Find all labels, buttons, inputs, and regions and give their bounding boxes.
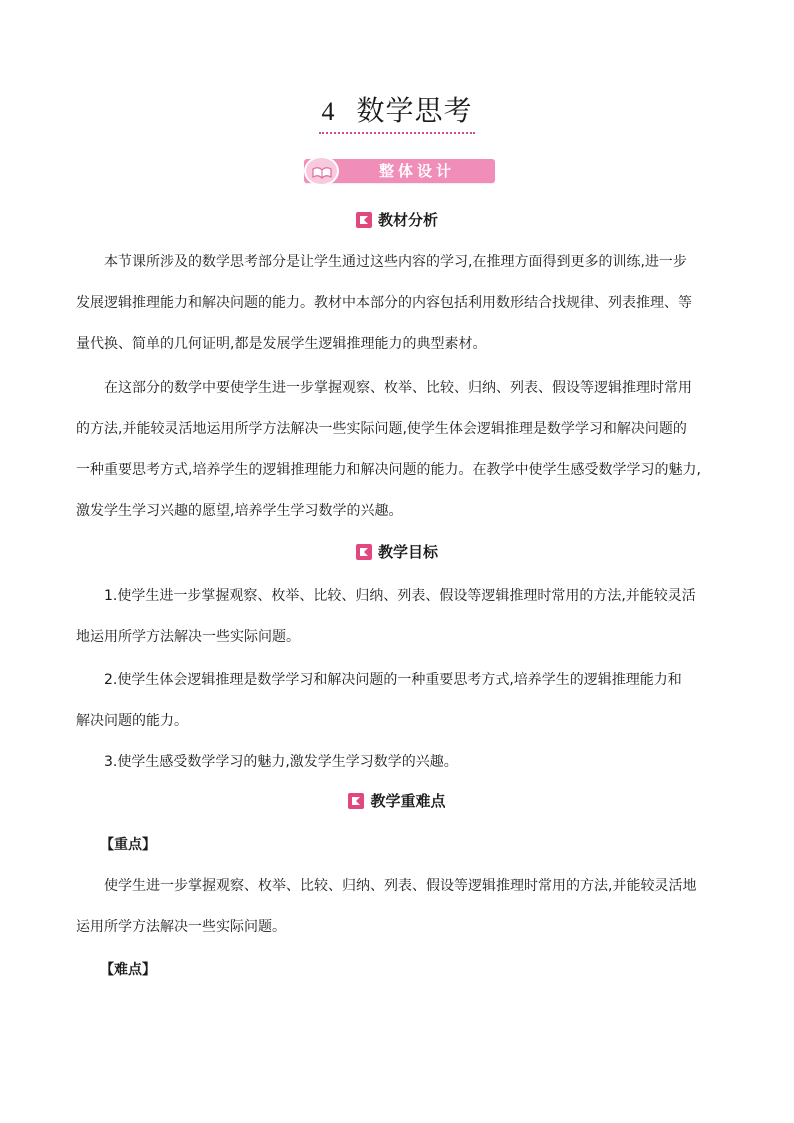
- lesson-number: 4: [321, 97, 335, 126]
- title-area: [0, 93, 794, 134]
- section-heading-goals: [0, 542, 794, 562]
- text-line: 激发学生学习兴趣的愿望,培养学生学习数学的兴趣。: [76, 503, 403, 519]
- text-line: 使学生进一步掌握观察、枚举、比较、归纳、列表、假设等逻辑推理时常用的方法,并能较灵活地: [104, 878, 697, 894]
- text-line: 3.使学生感受数学学习的魅力,激发学生学习数学的兴趣。: [104, 754, 458, 770]
- text-line: 在这部分的数学中要使学生进一步掌握观察、枚举、比较、归纳、列表、假设等逻辑推理时常用: [104, 380, 692, 396]
- section-heading-analysis: [0, 210, 794, 230]
- text-line: 解决问题的能力。: [76, 713, 188, 729]
- text-line: 运用所学方法解决一些实际问题。: [76, 919, 286, 935]
- difficult-point-label: 【难点】: [100, 962, 156, 978]
- text-line: 发展逻辑推理能力和解决问题的能力。教材中本部分的内容包括利用数形结合找规律、列表推理、等: [76, 295, 692, 311]
- section-title: 教材分析: [377, 211, 438, 229]
- text-line: 量代换、简单的几何证明,都是发展学生逻辑推理能力的典型素材。: [76, 336, 487, 352]
- book-icon: [304, 156, 339, 186]
- page-title: [319, 93, 474, 134]
- lesson-title: 数学思考: [356, 94, 473, 127]
- text-line: 一种重要思考方式,培养学生的逻辑推理能力和解决问题的能力。在教学中使学生感受数学学习的魅力,: [76, 462, 701, 478]
- banner-label: 整体设计: [378, 162, 455, 180]
- bookmark-icon: [356, 212, 372, 228]
- text-line: 的方法,并能较灵活地运用所学方法解决一些实际问题,使学生体会逻辑推理是数学学习和解决问题的: [76, 421, 687, 437]
- text-line: 1.使学生进一步掌握观察、枚举、比较、归纳、列表、假设等逻辑推理时常用的方法,并能较灵活: [104, 588, 696, 604]
- bookmark-icon: [348, 793, 364, 809]
- section-title: 教学目标: [377, 543, 438, 561]
- goal-item-1: [76, 576, 718, 658]
- key-point-text: [76, 866, 718, 948]
- text-line: 地运用所学方法解决一些实际问题。: [76, 629, 300, 645]
- goal-item-3: [76, 742, 718, 783]
- analysis-paragraph-1: [76, 242, 718, 365]
- text-line: 本节课所涉及的数学思考部分是让学生通过这些内容的学习,在推理方面得到更多的训练,进一步: [104, 254, 687, 270]
- section-heading-keypoints: [0, 791, 794, 811]
- section-title: 教学重难点: [370, 792, 446, 810]
- key-point-label: 【重点】: [100, 837, 156, 853]
- text-line: 2.使学生体会逻辑推理是数学学习和解决问题的一种重要思考方式,培养学生的逻辑推理能力和: [104, 672, 682, 688]
- goal-item-2: [76, 660, 718, 742]
- bookmark-icon: [356, 544, 372, 560]
- analysis-paragraph-2: [76, 368, 718, 532]
- section-banner: [298, 156, 495, 185]
